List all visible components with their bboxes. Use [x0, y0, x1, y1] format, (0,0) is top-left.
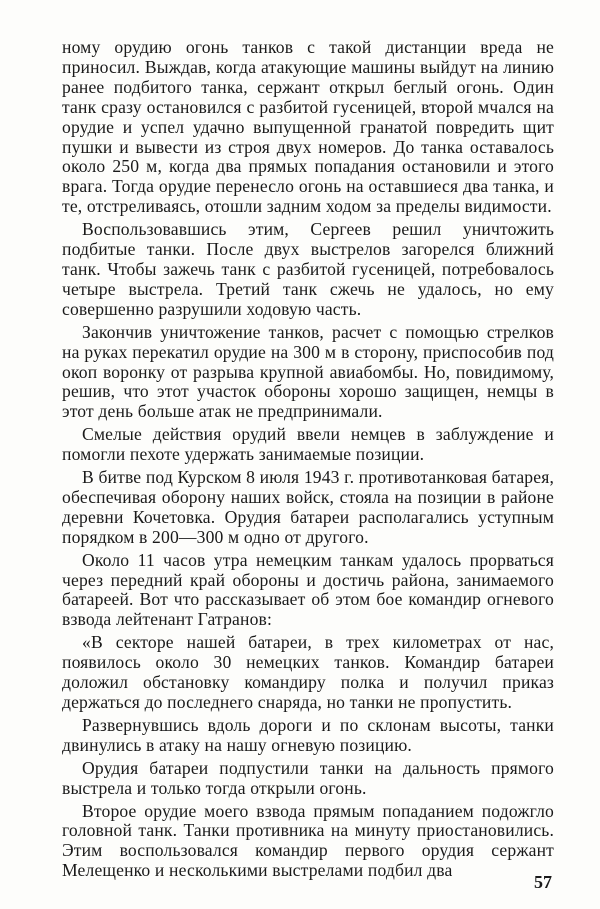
body-text: [62, 38, 554, 884]
paragraph-3: Закончив уничтожение танков, расчет с помощью стрелков на руках перекатил орудие на 300 м в сторону, приспособив под окоп воронку от разрыва крупной авиабомбы. Но, повидимому, решив, что этот участок обороны хорошо защищен, немцы в этот день больше атак не предпринимали.: [62, 321, 554, 422]
paragraph-10: Второе орудие моего взвода прямым попаданием подожгло головной танк. Танки противника на минуту приостановились. Этим воспользовался командир первого орудия сержант Мелещенко и несколькими выстрелами подбил два: [62, 800, 554, 881]
paragraph-2: Воспользовавшись этим, Сергеев решил уничтожить подбитые танки. После двух выстрелов загорелся ближний танк. Чтобы зажечь танк с разбитой гусеницей, потребовалось четыре выстрела. Третий танк сжечь не удалось, но ему совершенно разрушили ходовую часть.: [62, 219, 554, 319]
paragraph-4: Смелые действия орудий ввели немцев в заблуждение и помогли пехоте удержать занимаемые позиции.: [62, 424, 554, 465]
paragraph-8: Развернувшись вдоль дороги и по склонам высоты, танки двинулись в атаку на нашу огневую позицию.: [62, 714, 554, 755]
paragraph-1: ному орудию огонь танков с такой дистанции вреда не приносил. Выждав, когда атакующие машины выйдут на линию ранее подбитого танка, сержант открыл беглый огонь. Один танк сразу остановился с разбитой гусеницей, второй мчался на орудие и успел удачно выпущенной гранатой повредить щит пушки и вывести из строя двух номеров. До танка оставалось около 250 м, когда два прямых попадания остановили и этого врага. Тогда орудие перенесло огонь на оставшиеся два танка, и те, отстреливаясь, отошли задним ходом за пределы видимости.: [62, 37, 554, 217]
paragraph-7: «В секторе нашей батареи, в трех километрах от нас, появилось около 30 немецких танков. Командир батареи доложил обстановку командиру полка и получил приказ держаться до последнего снаряда, но танки не пропустить.: [62, 632, 554, 712]
paragraph-9: Орудия батареи подпустили танки на дальность прямого выстрела и только тогда открыли огонь.: [62, 757, 554, 798]
paragraph-5: В битве под Курском 8 июля 1943 г. противотанковая батарея, обеспечивая оборону наших войск, стояла на позиции в районе деревни Кочетовка. Орудия батареи располагались уступным порядком в 200—300 м одно от другого.: [62, 467, 554, 547]
page-number: 57: [534, 872, 552, 892]
paragraph-6: Около 11 часов утра немецким танкам удалось прорваться через передний край обороны и достичь района, занимаемого батареей. Вот что рассказывает об этом бое командир огневого взвода лейтенант Гатранов:: [62, 549, 554, 630]
